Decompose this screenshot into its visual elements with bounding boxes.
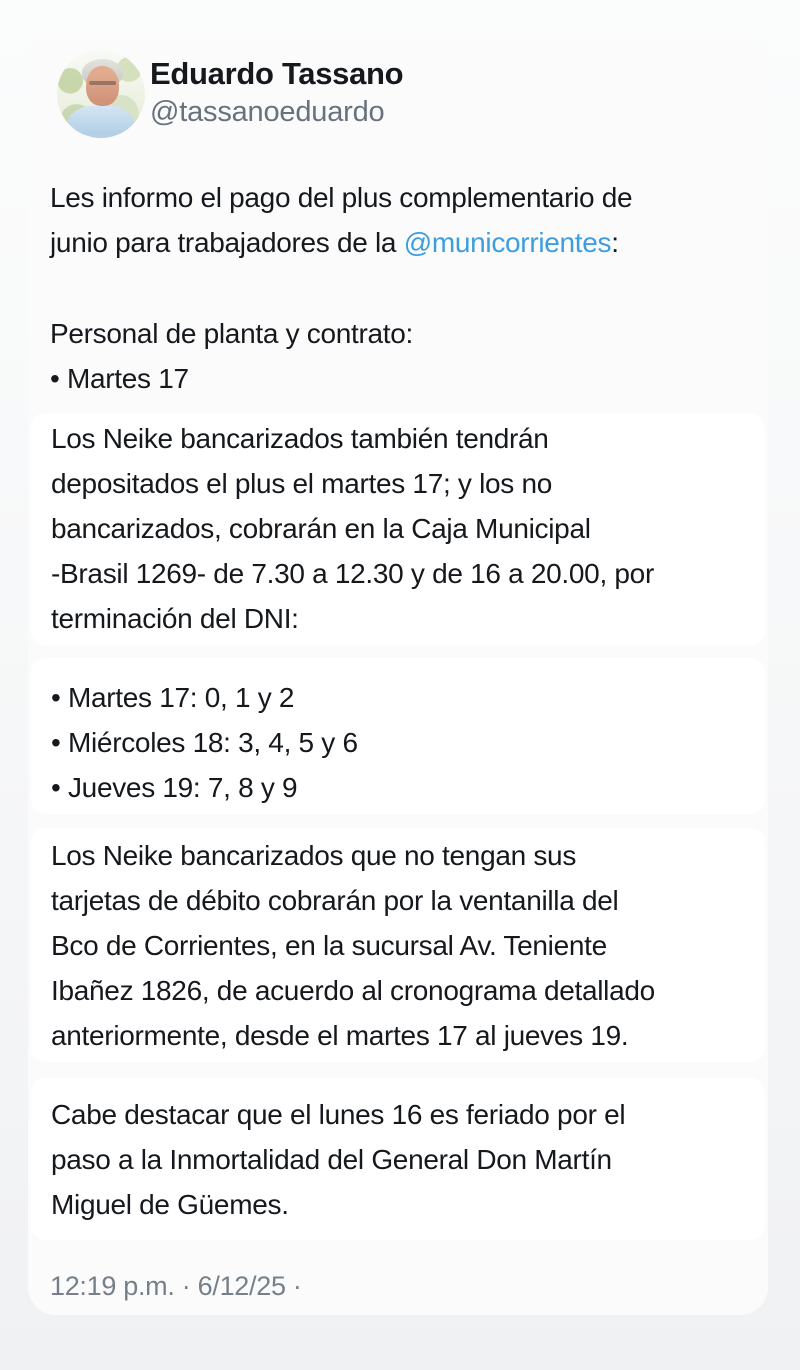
avatar-glasses <box>89 81 116 85</box>
text-line: Les informo el pago del plus complementario de <box>50 182 633 213</box>
avatar-shirt <box>65 106 137 138</box>
text-line: anteriormente, desde el martes 17 al jueves 19. <box>51 1020 629 1051</box>
bullet-line: • Jueves 19: 7, 8 y 9 <box>51 772 298 803</box>
tweet-paragraph-ventanilla <box>31 828 765 1062</box>
tweet-bullet-schedule <box>31 658 765 814</box>
user-handle[interactable]: @tassanoeduardo <box>150 96 385 128</box>
tweet-paragraph-personal <box>50 311 413 401</box>
text-segment: junio para trabajadores de la <box>50 227 404 258</box>
text-segment: : <box>611 227 619 258</box>
tweet-card <box>28 38 768 1315</box>
text-line: Los Neike bancarizados también tendrán <box>51 423 549 454</box>
text-line: Los Neike bancarizados que no tengan sus <box>51 840 577 871</box>
tweet-paragraph-intro <box>50 175 632 265</box>
avatar[interactable] <box>57 50 145 138</box>
text-line: depositados el plus el martes 17; y los no <box>51 468 553 499</box>
text-line: Miguel de Güemes. <box>51 1189 289 1220</box>
text-line: Bco de Corrientes, en la sucursal Av. Teniente <box>51 930 607 961</box>
text-line: Ibañez 1826, de acuerdo al cronograma detallado <box>51 975 655 1006</box>
text-line: Cabe destacar que el lunes 16 es feriado por el <box>51 1099 626 1130</box>
text-line: terminación del DNI: <box>51 603 299 634</box>
text-line: -Brasil 1269- de 7.30 a 12.30 y de 16 a 20.00, por <box>51 558 654 589</box>
text-line: bancarizados, cobrarán en la Caja Municipal <box>51 513 591 544</box>
tweet-paragraph-feriado <box>31 1078 765 1240</box>
text-line: tarjetas de débito cobrarán por la ventanilla del <box>51 885 619 916</box>
text-line <box>50 220 632 265</box>
bullet-line: • Martes 17 <box>50 363 189 394</box>
text-line: Personal de planta y contrato: <box>50 318 414 349</box>
avatar-face <box>86 66 119 106</box>
tweet-paragraph-neike-deposito <box>31 413 765 645</box>
display-name[interactable]: Eduardo Tassano <box>150 56 404 91</box>
tweet-header <box>150 55 403 130</box>
bullet-line: • Martes 17: 0, 1 y 2 <box>51 682 295 713</box>
text-line: paso a la Inmortalidad del General Don Martín <box>51 1144 612 1175</box>
mention-link[interactable]: @municorrientes <box>403 227 612 258</box>
bullet-line: • Miércoles 18: 3, 4, 5 y 6 <box>51 727 358 758</box>
timestamp-link[interactable]: 12:19 p.m. · 6/12/25 · <box>50 1271 302 1301</box>
